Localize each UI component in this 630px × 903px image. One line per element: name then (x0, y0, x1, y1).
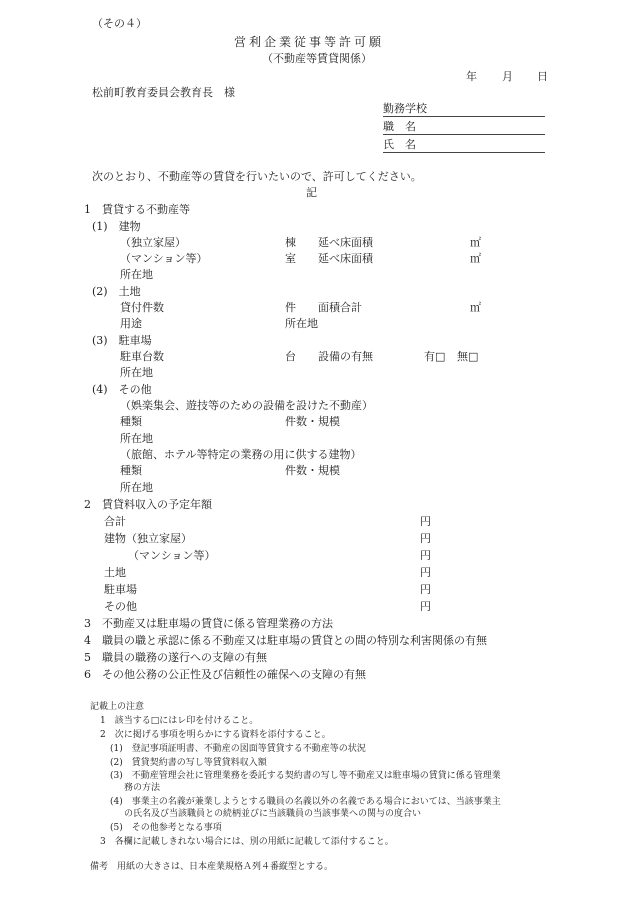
addressee: 松前町教育委員会教育長 様 (92, 86, 235, 99)
location-label: 所在地 (120, 268, 153, 281)
name-label: 氏 名 (383, 138, 416, 151)
note-subitem: (2) 賃貸契約書の写し等賃貸料収入額 (110, 758, 267, 768)
note-subitem-cont: の氏名及び当該職員との続柄並びに当該職員の当該事業への関与の度合い (124, 809, 422, 819)
lease-count-label: 貸付件数 (120, 301, 164, 314)
location-label: 所在地 (285, 317, 318, 330)
mansion-label: （マンション等） (120, 252, 208, 265)
area-total-label: 面積合計 (318, 301, 362, 314)
income-row-label: 建物（独立家屋） (104, 532, 192, 545)
form-title: 営利企業従事等許可願 (234, 35, 385, 49)
sqm-unit: ㎡ (470, 301, 481, 314)
income-row-label: その他 (104, 600, 137, 613)
section6-heading: 6 その他公務の公正性及び信頼性の確保への支障の有無 (84, 668, 366, 681)
note-subitem: (3) 不動産管理会社に管理業務を委託する契約書の写し等不動産又は駐車場の賃貸に係る管理業 (110, 771, 501, 781)
parking-label: (3) 駐車場 (92, 334, 152, 347)
location-label: 所在地 (120, 432, 153, 445)
school-field[interactable] (383, 116, 545, 117)
count-scale-label: 件数・規模 (285, 415, 340, 428)
note-subitem: (1) 登記事項証明書、不動産の図面等賃貸する不動産等の状況 (110, 744, 366, 754)
yen-unit: 円 (420, 515, 431, 528)
building-label: (1) 建物 (92, 220, 141, 233)
unit-mune: 棟 (285, 236, 296, 249)
other-note-2: （旅館、ホテル等特定の業務の用に供する建物） (120, 448, 362, 461)
yen-unit: 円 (420, 583, 431, 596)
facility-no-checkbox[interactable]: 無□ (457, 350, 479, 363)
intro-text: 次のとおり、不動産等の賃貸を行いたいので、許可してください。 (92, 170, 422, 183)
page-number: （その４） (92, 17, 147, 30)
unit-shitsu: 室 (285, 252, 296, 265)
section5-heading: 5 職員の職務の遂行への支障の有無 (84, 651, 267, 664)
land-label: (2) 土地 (92, 285, 141, 298)
income-row-label: 合計 (104, 515, 126, 528)
section2-heading: 2 賃貸料収入の予定年額 (84, 498, 212, 511)
section3-heading: 3 不動産又は駐車場の賃貸に係る管理業務の方法 (84, 617, 333, 630)
yen-unit: 円 (420, 600, 431, 613)
school-label: 勤務学校 (383, 102, 427, 115)
kind-label: 種類 (120, 464, 142, 477)
date-month-label: 月 (502, 70, 513, 83)
position-label: 職 名 (383, 120, 416, 133)
income-row-label: 駐車場 (104, 583, 137, 596)
position-field[interactable] (383, 134, 545, 135)
section4-heading: 4 職員の職と承認に係る不動産又は駐車場の賃貸との間の特別な利害関係の有無 (84, 634, 487, 647)
form-subtitle: （不動産等賃貸関係） (262, 52, 372, 65)
facility-yes-checkbox[interactable]: 有□ (424, 350, 446, 363)
note-item: 3 各欄に記載しきれない場合には、別の用紙に記載して添付すること。 (100, 837, 394, 847)
floor-area-label: 延べ床面積 (318, 236, 373, 249)
sqm-unit: ㎡ (470, 236, 481, 249)
date-year-label: 年 (466, 70, 477, 83)
income-row-label: 土地 (104, 566, 126, 579)
other-note-1: （娯楽集会、遊技等のための設備を設けた不動産） (120, 399, 373, 412)
unit-ken: 件 (285, 301, 296, 314)
note-subitem: (5) その他参考となる事項 (110, 823, 222, 833)
kind-label: 種類 (120, 415, 142, 428)
other-label: (4) その他 (92, 383, 152, 396)
yen-unit: 円 (420, 549, 431, 562)
location-label: 所在地 (120, 481, 153, 494)
ki-label: 記 (306, 186, 317, 199)
unit-dai: 台 (285, 350, 296, 363)
income-row-label: （マンション等） (128, 549, 216, 562)
facility-label: 設備の有無 (318, 350, 373, 363)
section1-heading: 1 賃貸する不動産等 (84, 203, 190, 216)
note-item: 2 次に掲げる事項を明らかにする資料を添付すること。 (100, 730, 331, 740)
note-item: 1 該当する□にはレ印を付けること。 (100, 716, 259, 726)
yen-unit: 円 (420, 566, 431, 579)
remarks: 備考 用紙の大きさは、日本産業規格Ａ列４番縦型とする。 (90, 862, 334, 872)
note-subitem-cont: 務の方法 (124, 783, 161, 793)
location-label: 所在地 (120, 366, 153, 379)
name-field[interactable] (383, 152, 545, 153)
detached-label: （独立家屋） (120, 236, 186, 249)
notes-heading: 記載上の注意 (90, 702, 145, 712)
sqm-unit: ㎡ (470, 252, 481, 265)
date-day-label: 日 (537, 70, 548, 83)
floor-area-label: 延べ床面積 (318, 252, 373, 265)
yen-unit: 円 (420, 532, 431, 545)
parking-spaces-label: 駐車台数 (120, 350, 164, 363)
use-label: 用途 (120, 317, 142, 330)
note-subitem: (4) 事業主の名義が兼業しようとする職員の名義以外の名義である場合においては、当該事業主 (110, 797, 501, 807)
count-scale-label: 件数・規模 (285, 464, 340, 477)
